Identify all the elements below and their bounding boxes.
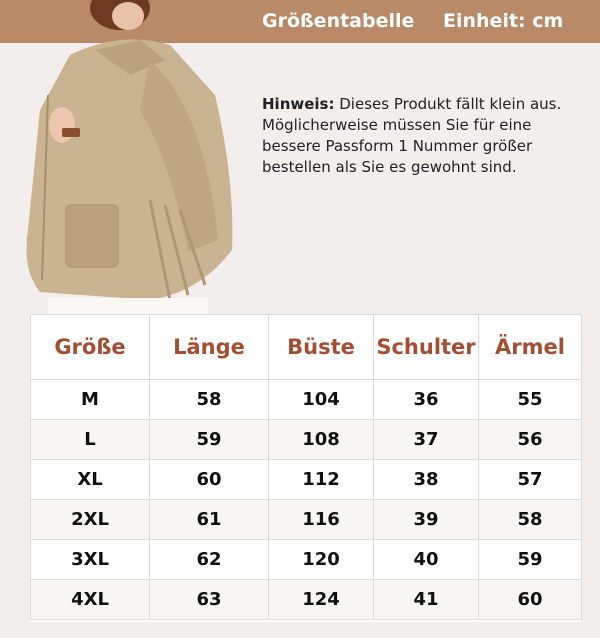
cell-sleeve: 57	[479, 460, 582, 500]
cell-bust: 116	[269, 500, 374, 540]
product-photo	[0, 0, 250, 315]
cell-length: 63	[150, 580, 269, 620]
table-header-row	[31, 315, 582, 380]
cell-sleeve: 56	[479, 420, 582, 460]
cell-sleeve: 58	[479, 500, 582, 540]
cell-shoulder: 41	[374, 580, 479, 620]
table-row	[31, 460, 582, 500]
cell-size: 3XL	[31, 540, 150, 580]
cell-shoulder: 37	[374, 420, 479, 460]
cell-sleeve: 60	[479, 580, 582, 620]
header-size: Größe	[31, 315, 150, 380]
table-row	[31, 380, 582, 420]
header-length: Länge	[150, 315, 269, 380]
sizing-note	[262, 94, 582, 178]
header-bust: Büste	[269, 315, 374, 380]
cell-shoulder: 39	[374, 500, 479, 540]
cell-length: 61	[150, 500, 269, 540]
cell-sleeve: 55	[479, 380, 582, 420]
cell-sleeve: 59	[479, 540, 582, 580]
table-row	[31, 580, 582, 620]
cell-size: 2XL	[31, 500, 150, 540]
cell-bust: 112	[269, 460, 374, 500]
cell-bust: 104	[269, 380, 374, 420]
cell-size: 4XL	[31, 580, 150, 620]
cell-bust: 108	[269, 420, 374, 460]
note-label: Hinweis:	[262, 95, 335, 113]
header-sleeve: Ärmel	[479, 315, 582, 380]
cell-length: 62	[150, 540, 269, 580]
cell-size: XL	[31, 460, 150, 500]
header-shoulder: Schulter	[374, 315, 479, 380]
unit-label: Einheit: cm	[443, 10, 564, 32]
jacket-illustration	[0, 0, 250, 315]
cell-size: M	[31, 380, 150, 420]
cell-shoulder: 36	[374, 380, 479, 420]
cell-bust: 120	[269, 540, 374, 580]
table-row	[31, 420, 582, 460]
size-table-container	[30, 314, 581, 622]
size-table	[30, 314, 582, 620]
cell-length: 60	[150, 460, 269, 500]
cell-shoulder: 38	[374, 460, 479, 500]
cell-length: 58	[150, 380, 269, 420]
cell-length: 59	[150, 420, 269, 460]
size-chart-title: Größentabelle	[262, 10, 415, 32]
table-row	[31, 500, 582, 540]
cell-bust: 124	[269, 580, 374, 620]
cell-size: L	[31, 420, 150, 460]
table-row	[31, 540, 582, 580]
note-text: Dieses Produkt fällt klein aus. Möglicherweise müssen Sie für eine bessere Passform 1 Nummer größer bestellen als Sie es gewohnt sind.	[262, 95, 562, 176]
cell-shoulder: 40	[374, 540, 479, 580]
